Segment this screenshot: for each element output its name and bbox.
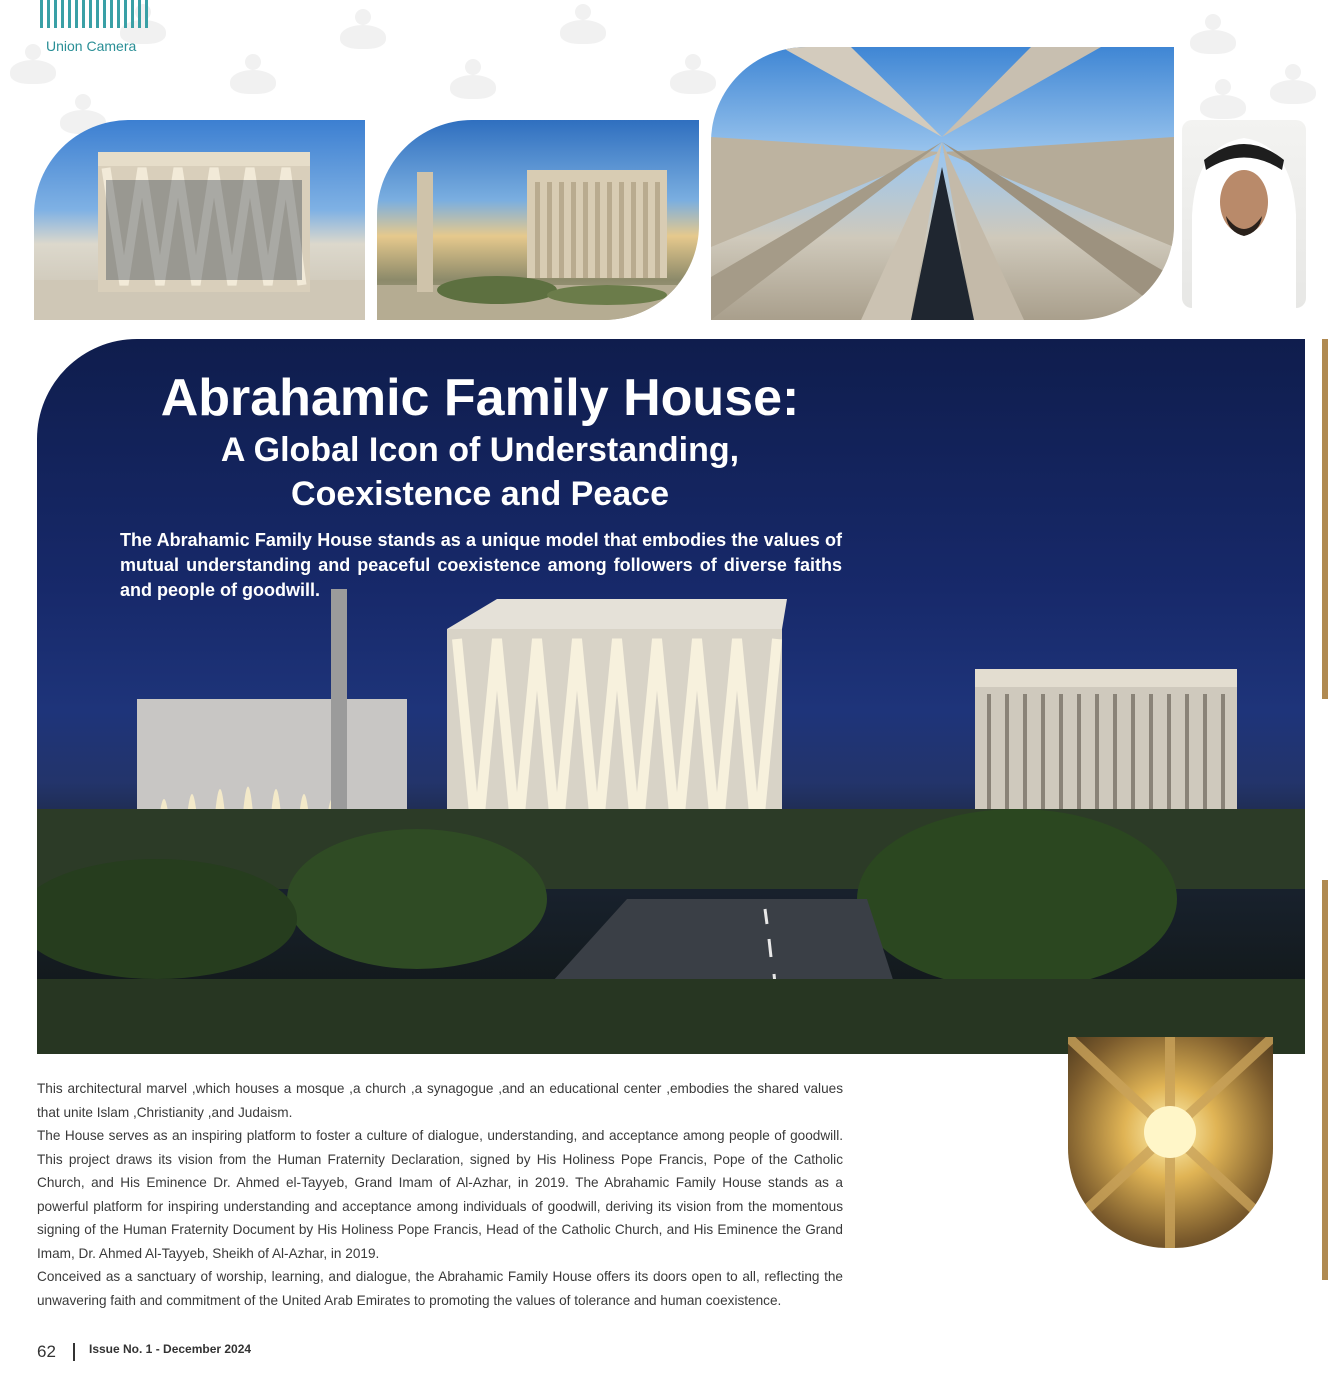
article-paragraph: The House serves as an inspiring platform to foster a culture of dialogue, understanding, and acceptance among people of goodwill. This project draws its vision from the Human Fraternity Declaration, signed by His Holiness Pope Francis, Pope of the Catholic Church, and His Eminence Dr. Ahmed el-Tayyeb, Grand Imam of Al-Azhar, in 2019. The Abrahamic Family House stands as a powerful platform for inspiring understanding and acceptance among individuals of goodwill, deriving its vision from the momentous signing of the Human Fraternity Document by His Holiness Pope Francis, Head of the Catholic Church, and His Eminence the Grand Imam, Dr. Ahmed Al-Tayyeb, Sheikh of Al-Azhar, in 2019. bbox=[37, 1128, 843, 1261]
article-body bbox=[37, 1077, 843, 1312]
article-title: Abrahamic Family House: bbox=[160, 369, 800, 427]
article-lede: The Abrahamic Family House stands as a unique model that embodies the values of mutual understanding and peaceful coexistence among followers of diverse faiths and people of goodwill. bbox=[120, 530, 842, 600]
article-subtitle bbox=[60, 428, 900, 516]
church-and-minaret-photo bbox=[377, 120, 699, 320]
synagogue-exterior-photo bbox=[34, 120, 365, 320]
issue-label: Issue No. 1 - December 2024 bbox=[89, 1342, 252, 1356]
logo-bars bbox=[40, 0, 148, 28]
page-number: 62 bbox=[37, 1342, 56, 1361]
footer-divider bbox=[73, 1343, 75, 1361]
article-subtitle-line1: A Global Icon of Understanding, bbox=[220, 431, 740, 469]
ceiling-upward-view-photo bbox=[711, 47, 1174, 320]
golden-dome-interior-photo bbox=[1068, 1037, 1273, 1248]
article-paragraph: Conceived as a sanctuary of worship, learning, and dialogue, the Abrahamic Family House offers its doors open to all, reflecting the unwavering faith and commitment of the United Arab Emirates to promoting the values of tolerance and human coexistence. bbox=[37, 1269, 843, 1308]
edge-strip bbox=[1322, 339, 1328, 699]
article-subtitle-line2: Coexistence and Peace bbox=[291, 475, 669, 513]
article-paragraph: This architectural marvel ,which houses a mosque ,a church ,a synagogue ,and an educational center ,embodies the shared values that unite Islam ,Christianity ,and Judaism. bbox=[37, 1081, 843, 1120]
edge-strip bbox=[1322, 880, 1328, 1280]
brand-name: Union Camera bbox=[46, 38, 137, 54]
portrait-photo bbox=[1182, 120, 1306, 308]
